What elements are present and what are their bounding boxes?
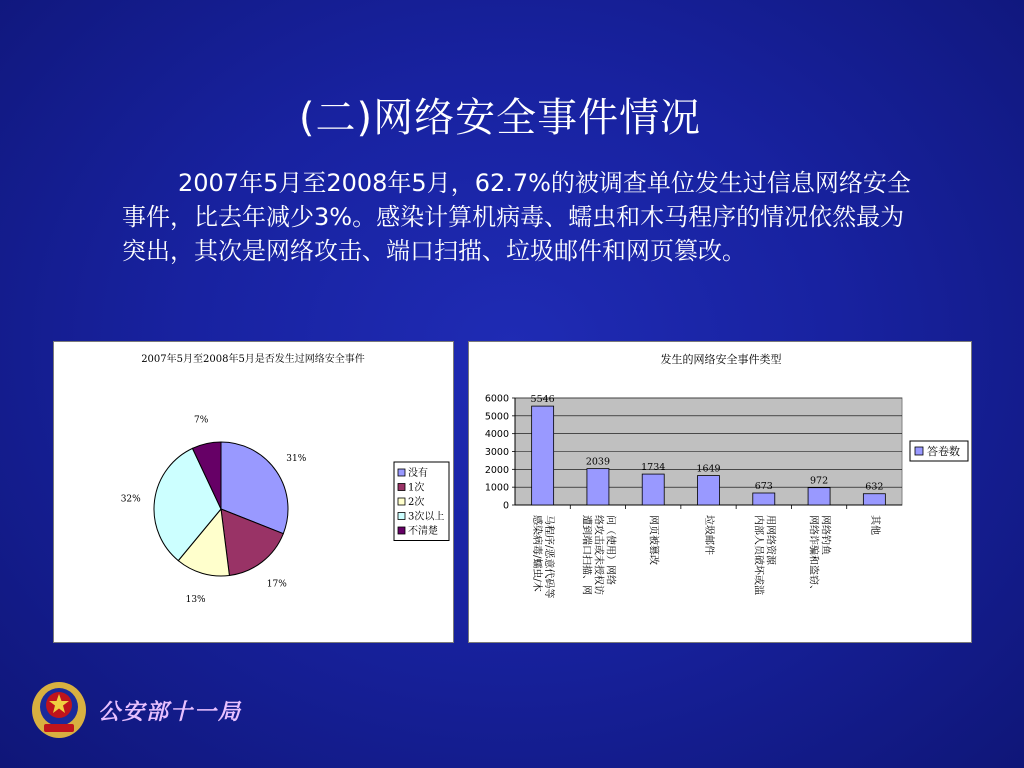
pie-legend — [394, 462, 449, 541]
bar-legend-label: 答卷数 — [927, 445, 960, 458]
police-emblem-icon — [30, 680, 88, 740]
y-tick-label: 4000 — [484, 429, 509, 441]
pie-legend-label: 不清楚 — [408, 526, 438, 537]
x-category-label: 网页被篡改 — [647, 515, 659, 565]
pie-legend-swatch — [398, 498, 405, 505]
y-tick-label: 5000 — [484, 411, 509, 423]
footer — [30, 680, 242, 740]
footer-text: 公安部十一局 — [98, 698, 243, 725]
bar-7 — [863, 494, 885, 505]
bar-3 — [642, 474, 664, 505]
y-tick-label: 3000 — [484, 447, 509, 458]
x-category-label: 用网络资源 — [764, 515, 776, 565]
bar-1 — [532, 406, 554, 505]
x-category-label: 络攻击或未授权访 — [592, 515, 604, 595]
bar-5 — [753, 493, 775, 505]
bar-chart-panel — [468, 341, 972, 643]
pie-value-label: 31% — [286, 453, 307, 464]
pie-value-label: 13% — [185, 595, 206, 606]
bar-chart — [469, 342, 971, 642]
bar-value-label: 1734 — [641, 462, 666, 474]
bar-value-label: 1649 — [696, 463, 721, 475]
bar-6 — [808, 488, 830, 505]
bar-legend — [910, 441, 968, 461]
pie-legend-swatch — [398, 484, 405, 491]
bar-value-label: 2039 — [585, 456, 611, 468]
pie-legend-swatch — [398, 469, 405, 476]
pie-chart-title: 2007年5月至2008年5月是否发生过网络安全事件 — [141, 354, 365, 365]
pie-legend-swatch — [398, 513, 405, 520]
bar-chart-title: 发生的网络安全事件类型 — [660, 353, 782, 366]
y-tick-label: 0 — [502, 500, 509, 512]
bar-legend-swatch — [915, 447, 923, 455]
x-category-label: 网络诈骗和盗窃、 — [807, 515, 819, 595]
bar-value-label: 5546 — [530, 394, 555, 406]
x-category-label: 网络钓鱼 — [819, 515, 831, 555]
x-category-label: 马程序/恶意代码等 — [543, 515, 555, 599]
bar-4 — [698, 476, 720, 505]
x-category-label: 内部人员破坏或滥 — [752, 515, 764, 595]
y-tick-label: 2000 — [484, 464, 509, 476]
y-tick-label: 1000 — [484, 482, 509, 494]
pie-chart — [54, 342, 453, 642]
slide-body-text: 2007年5月至2008年5月，62.7%的被调查单位发生过信息网络安全事件，比去年减少3%。感染计算机病毒、蠕虫和木马程序的情况依然最为突出，其次是网络攻击、端口扫描、垃圾邮件和网页篡改。 — [122, 169, 911, 265]
bar-value-label: 632 — [865, 481, 884, 493]
pie-legend-label: 1次 — [408, 482, 425, 494]
pie-legend-label: 3次以上 — [408, 511, 445, 523]
x-category-label: 感染病毒/蠕虫/木 — [531, 515, 543, 592]
pie-value-label: 7% — [194, 415, 209, 426]
pie-value-label: 32% — [120, 494, 141, 505]
bar-value-label: 673 — [754, 480, 773, 492]
pie-legend-swatch — [398, 527, 405, 534]
x-category-label: 问（使用）网络 — [604, 515, 616, 585]
x-category-label: 垃圾邮件 — [703, 515, 714, 555]
pie-value-label: 17% — [266, 579, 287, 590]
y-tick-label: 6000 — [484, 393, 509, 405]
pie-chart-panel — [53, 341, 454, 643]
slide-title: (二)网络安全事件情况 — [298, 95, 702, 141]
bar-2 — [587, 469, 609, 505]
pie-legend-label: 没有 — [408, 468, 428, 479]
x-category-label: 遭到端口扫描、网 — [580, 515, 592, 595]
pie-legend-label: 2次 — [408, 497, 425, 508]
x-category-label: 其他 — [868, 515, 880, 535]
bar-value-label: 972 — [810, 475, 829, 487]
